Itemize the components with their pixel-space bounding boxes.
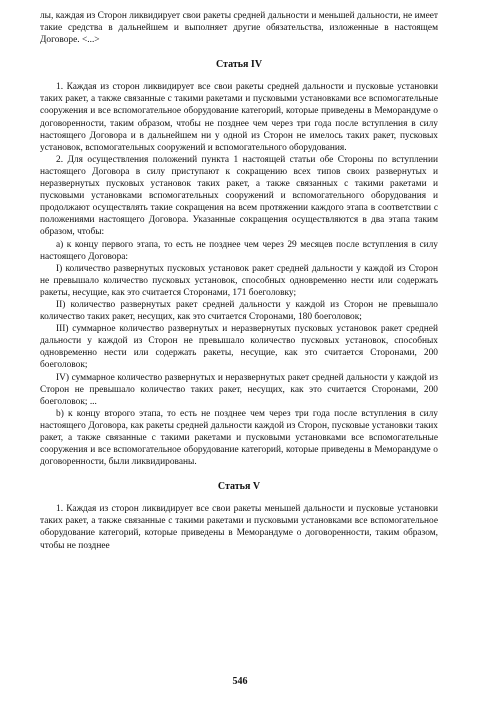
intro-paragraph: лы, каждая из Сторон ликвидирует свои ракеты средней дальности и меньшей дальности, не имеет такие средства в дальнейшем и выполняет другие обязательства, изложенные в настоящем Договоре. <...> bbox=[40, 11, 438, 46]
article-4-subparagraph-b: b) к концу второго этапа, то есть не позднее чем через три года после вступления в силу настоящего Договора, как ракеты средней дальности каждой из Сторон, пусковые установки таких ракет, а также связанные с такими ракетами и пусковыми установками все вспомогательные сооружения и все вспомогательное оборудование категорий, которые приведены в Меморандуме о договоренности, были ликвидированы. bbox=[40, 408, 438, 468]
article-4-subparagraph-a: a) к концу первого этапа, то есть не позднее чем через 29 месяцев после вступления в силу настоящего Договора: bbox=[40, 239, 438, 262]
article-4-paragraph-2: 2. Для осуществления положений пункта 1 настоящей статьи обе Стороны по вступлении настоящего Договора в силу приступают к сокращению всех типов своих развернутых и неразвернутых пусковых установок таких ракет, а также связанных с такими ракетами и пусковыми установками вспомогательных сооружений и вспомогательного оборудования и продолжают осуществлять такие сокращения на всем протяжении каждого этапа в соответствии с положениями настоящего Договора. Указанные сокращения осуществляются в два этапа таким образом, чтобы: bbox=[40, 154, 438, 238]
article-4-item-i: I) количество развернутых пусковых установок ракет средней дальности у каждой из Сторон не превышало количество пусковых установок, способных одновременно нести или содержать ракеты, несущие, как это считается Сторонами, 171 боеголовку; bbox=[40, 263, 438, 298]
article-5-title: Статья V bbox=[217, 481, 261, 493]
article-5-paragraph-1: 1. Каждая из сторон ликвидирует все свои ракеты меньшей дальности и пусковые установки таких ракет, а также связанные с такими ракетами и пусковыми установками все вспомогательное оборудование категорий, которые приведены в Меморандуме о договоренности, таким образом, чтобы не позднее bbox=[40, 504, 438, 551]
article-4-title: Статья IV bbox=[215, 59, 263, 71]
article-4-item-ii: II) количество развернутых ракет средней дальности у каждой из Сторон не превышало количество таких ракет, несущих, как это считается Сторонами, 180 боеголовок; bbox=[40, 299, 438, 323]
article-4-item-iii: III) суммарное количество развернутых и неразвернутых пусковых установок ракет средней дальности у каждой из Сторон не превышало количество пусковых установок, способных одновременно нести или содержать ракеты, несущие, как это считается Сторонами, 200 боеголовок; bbox=[40, 324, 438, 371]
page-number: 546 bbox=[232, 676, 248, 687]
article-4-paragraph-1: 1. Каждая из сторон ликвидирует все свои ракеты средней дальности и пусковые установки таких ракет, а также связанные с такими ракетами и пусковыми установками все вспомогательные сооружения и все вспомогательное оборудование категорий, которые приведены в Меморандуме о договоренности, таким образом, чтобы не позднее чем через три года после вступления в силу настоящего Договора и в дальнейшем ни у одной из Сторон не имелось таких ракет, пусковых установок, вспомогательных сооружений и вспомогательного оборудования. bbox=[40, 82, 438, 153]
article-4-item-iv: IV) суммарное количество развернутых и неразвернутых ракет средней дальности у каждой из Сторон не превышало количество таких ракет, несущих, как это считается Сторонами, 200 боеголовок; ... bbox=[40, 372, 438, 407]
